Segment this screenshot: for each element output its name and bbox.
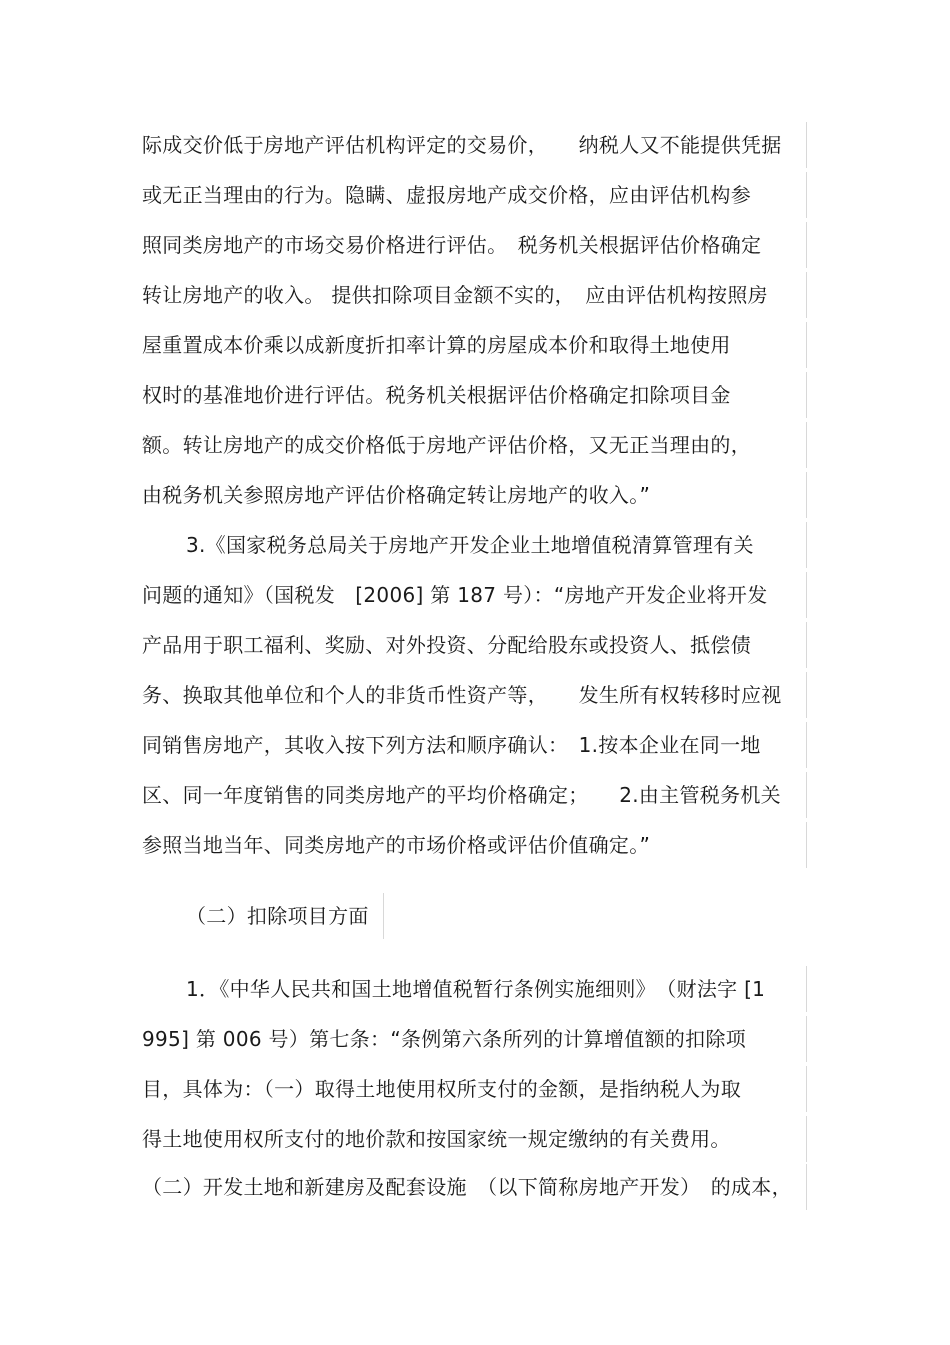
body-line: 得土地使用权所支付的地价款和按国家统一规定缴纳的有关费用。: [142, 1116, 807, 1162]
paragraph-start-line: 3.《国家税务总局关于房地产开发企业土地增值税清算管理有关: [186, 522, 807, 568]
body-line: 995] 第 006 号）第七条：“条例第六条所列的计算增值额的扣除项: [142, 1016, 807, 1062]
body-line: 或无正当理由的行为。隐瞒、虚报房地产成交价格，应由评估机构参: [142, 172, 807, 218]
section-heading: （二）扣除项目方面: [186, 893, 384, 939]
body-line: 问题的通知》（国税发 [2006] 第 187 号）：“房地产开发企业将开发: [142, 572, 807, 618]
body-line: 际成交价低于房地产评估机构评定的交易价， 纳税人又不能提供凭据: [142, 122, 807, 168]
body-line: 权时的基准地价进行评估。税务机关根据评估价格确定扣除项目金: [142, 372, 807, 418]
body-line: （二）开发土地和新建房及配套设施 （以下简称房地产开发） 的成本，: [142, 1164, 807, 1210]
body-line: 额。转让房地产的成交价格低于房地产评估价格，又无正当理由的，: [142, 422, 807, 468]
body-line: 目，具体为：（一）取得土地使用权所支付的金额，是指纳税人为取: [142, 1066, 807, 1112]
body-line: 务、换取其他单位和个人的非货币性资产等， 发生所有权转移时应视: [142, 672, 807, 718]
body-line: 产品用于职工福利、奖励、对外投资、分配给股东或投资人、抵偿债: [142, 622, 807, 668]
body-line: 转让房地产的收入。 提供扣除项目金额不实的， 应由评估机构按照房: [142, 272, 807, 318]
paragraph-start-line: 1．《中华人民共和国土地增值税暂行条例实施细则》 （财法字 [1: [186, 966, 807, 1012]
body-line: 屋重置成本价乘以成新度折扣率计算的房屋成本价和取得土地使用: [142, 322, 807, 368]
body-line: 照同类房地产的市场交易价格进行评估。 税务机关根据评估价格确定: [142, 222, 807, 268]
body-line: 由税务机关参照房地产评估价格确定转让房地产的收入。”: [142, 472, 807, 518]
body-line: 同销售房地产，其收入按下列方法和顺序确认： 1.按本企业在同一地: [142, 722, 807, 768]
body-line: 参照当地当年、同类房地产的市场价格或评估价值确定。”: [142, 822, 807, 868]
body-line: 区、同一年度销售的同类房地产的平均价格确定； 2.由主管税务机关: [142, 772, 807, 818]
